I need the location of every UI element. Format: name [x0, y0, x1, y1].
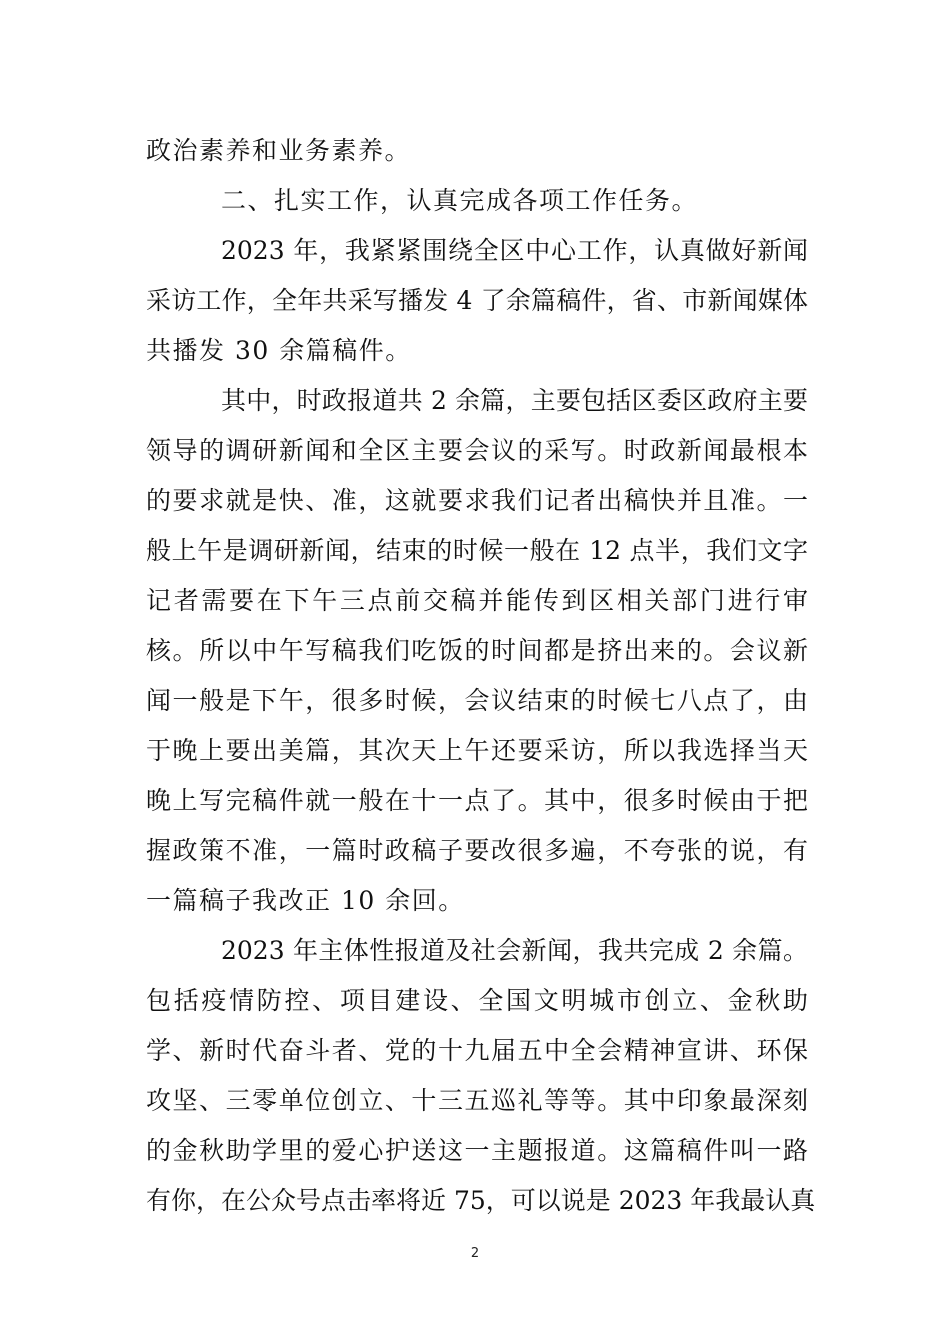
- document-body: [146, 126, 816, 1226]
- text-line: 核。所以中午写稿我们吃饭的时间都是挤出来的。会议新: [146, 636, 808, 665]
- text-line: 握政策不准，一篇时政稿子要改很多遍，不夸张的说，有: [146, 836, 808, 865]
- text-line: 采访工作，全年共采写播发 4 了余篇稿件，省、市新闻媒体: [146, 286, 808, 315]
- text-line: 般上午是调研新闻，结束的时候一般在 12 点半，我们文字: [146, 536, 808, 565]
- page-number: 2: [470, 1246, 480, 1261]
- section-heading: 二、扎实工作，认真完成各项工作任务。: [221, 186, 699, 215]
- text-line: 包括疫情防控、项目建设、全国文明城市创立、金秋助: [146, 986, 808, 1015]
- text-line: 2023 年主体性报道及社会新闻，我共完成 2 余篇。: [221, 936, 808, 965]
- text-line: 政治素养和业务素养。: [146, 136, 412, 165]
- text-line: 学、新时代奋斗者、党的十九届五中全会精神宣讲、环保: [146, 1036, 808, 1065]
- text-line: 于晚上要出美篇，其次天上午还要采访，所以我选择当天: [146, 736, 808, 765]
- text-line: 记者需要在下午三点前交稿并能传到区相关部门进行审: [146, 586, 808, 615]
- text-line: 的要求就是快、准，这就要求我们记者出稿快并且准。一: [146, 486, 808, 515]
- text-line: 攻坚、三零单位创立、十三五巡礼等等。其中印象最深刻: [146, 1086, 808, 1115]
- text-line: 一篇稿子我改正 10 余回。: [146, 886, 465, 915]
- text-line: 有你，在公众号点击率将近 75，可以说是 2023 年我最认真: [146, 1186, 816, 1215]
- text-line: 其中，时政报道共 2 余篇，主要包括区委区政府主要: [221, 386, 808, 415]
- text-line: 的金秋助学里的爱心护送这一主题报道。这篇稿件叫一路: [146, 1136, 808, 1165]
- text-line: 共播发 30 余篇稿件。: [146, 336, 412, 365]
- text-line: 领导的调研新闻和全区主要会议的采写。时政新闻最根本: [146, 436, 808, 465]
- text-line: 2023 年，我紧紧围绕全区中心工作，认真做好新闻: [221, 236, 808, 265]
- text-line: 闻一般是下午，很多时候，会议结束的时候七八点了，由: [146, 686, 808, 715]
- text-line: 晚上写完稿件就一般在十一点了。其中，很多时候由于把: [146, 786, 808, 815]
